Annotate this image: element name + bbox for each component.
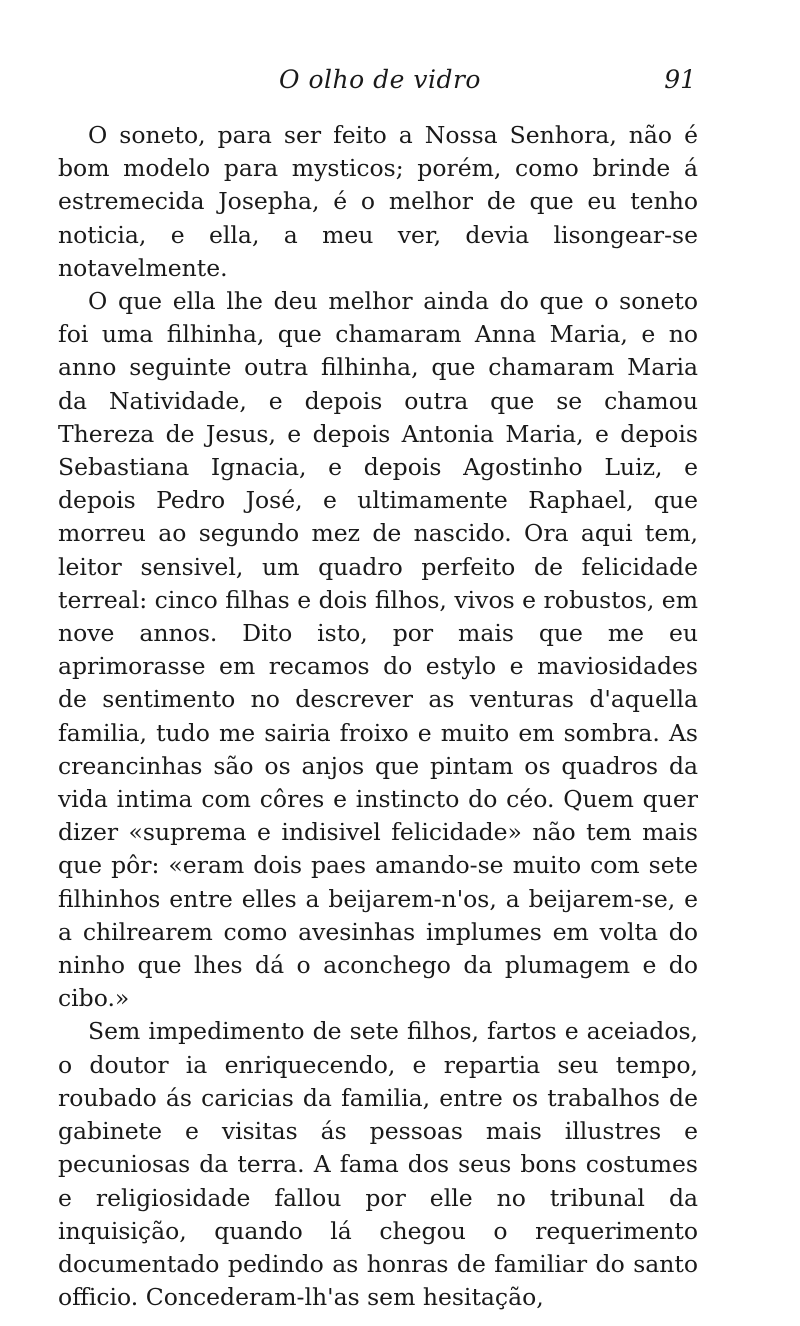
page-number: 91	[664, 65, 696, 94]
paragraph: Sem impedimento de sete filhos, fartos e aceiados, o doutor ia enriquecendo, e repartia seu tempo, roubado ás caricias da familia, entre os trabalhos de gabinete e visitas ás pessoas mais illustres e pecuniosas da terra. A fama dos seus bons costumes e religiosidade fallou por elle no tribunal da inquisição, quando lá chegou o requerimento documentado pedindo as honras de familiar do santo officio. Concederam-lh'as sem hesitação,	[58, 1017, 698, 1312]
running-head	[60, 62, 700, 98]
paragraph: O soneto, para ser feito a Nossa Senhora, não é bom modelo para mysticos; porém, como brinde á estremecida Josepha, é o melhor de que eu tenho noticia, e ella, a meu ver, devia lisongear-se notavelmente.	[58, 121, 698, 282]
running-title: O olho de vidro	[279, 65, 481, 94]
body-text	[58, 119, 698, 1314]
paragraph: O que ella lhe deu melhor ainda do que o soneto foi uma filhinha, que chamaram Anna Maria, e no anno seguinte outra filhinha, que chamaram Maria da Natividade, e depois outra que se chamou Thereza de Jesus, e depois Antonia Maria, e depois Sebastiana Ignacia, e depois Agostinho Luiz, e depois Pedro José, e ultimamente Raphael, que morreu ao segundo mez de nascido. Ora aqui tem, leitor sensivel, um quadro perfeito de felicidade terreal: cinco filhas e dois filhos, vivos e robustos, em nove annos. Dito isto, por mais que me eu aprimorasse em recamos do estylo e maviosidades de sentimento no descrever as venturas d'aquella familia, tudo me sairia froixo e muito em sombra. As creancinhas são os anjos que pintam os quadros da vida intima com côres e instincto do céo. Quem quer dizer «suprema e indisivel felicidade» não tem mais que pôr: «eram dois paes amando-se muito com sete filhinhos entre elles a beijarem-n'os, a beijarem-se, e a chilrearem como avesinhas implumes em volta do ninho que lhes dá o aconchego da plumagem e do cibo.»	[58, 287, 698, 1013]
